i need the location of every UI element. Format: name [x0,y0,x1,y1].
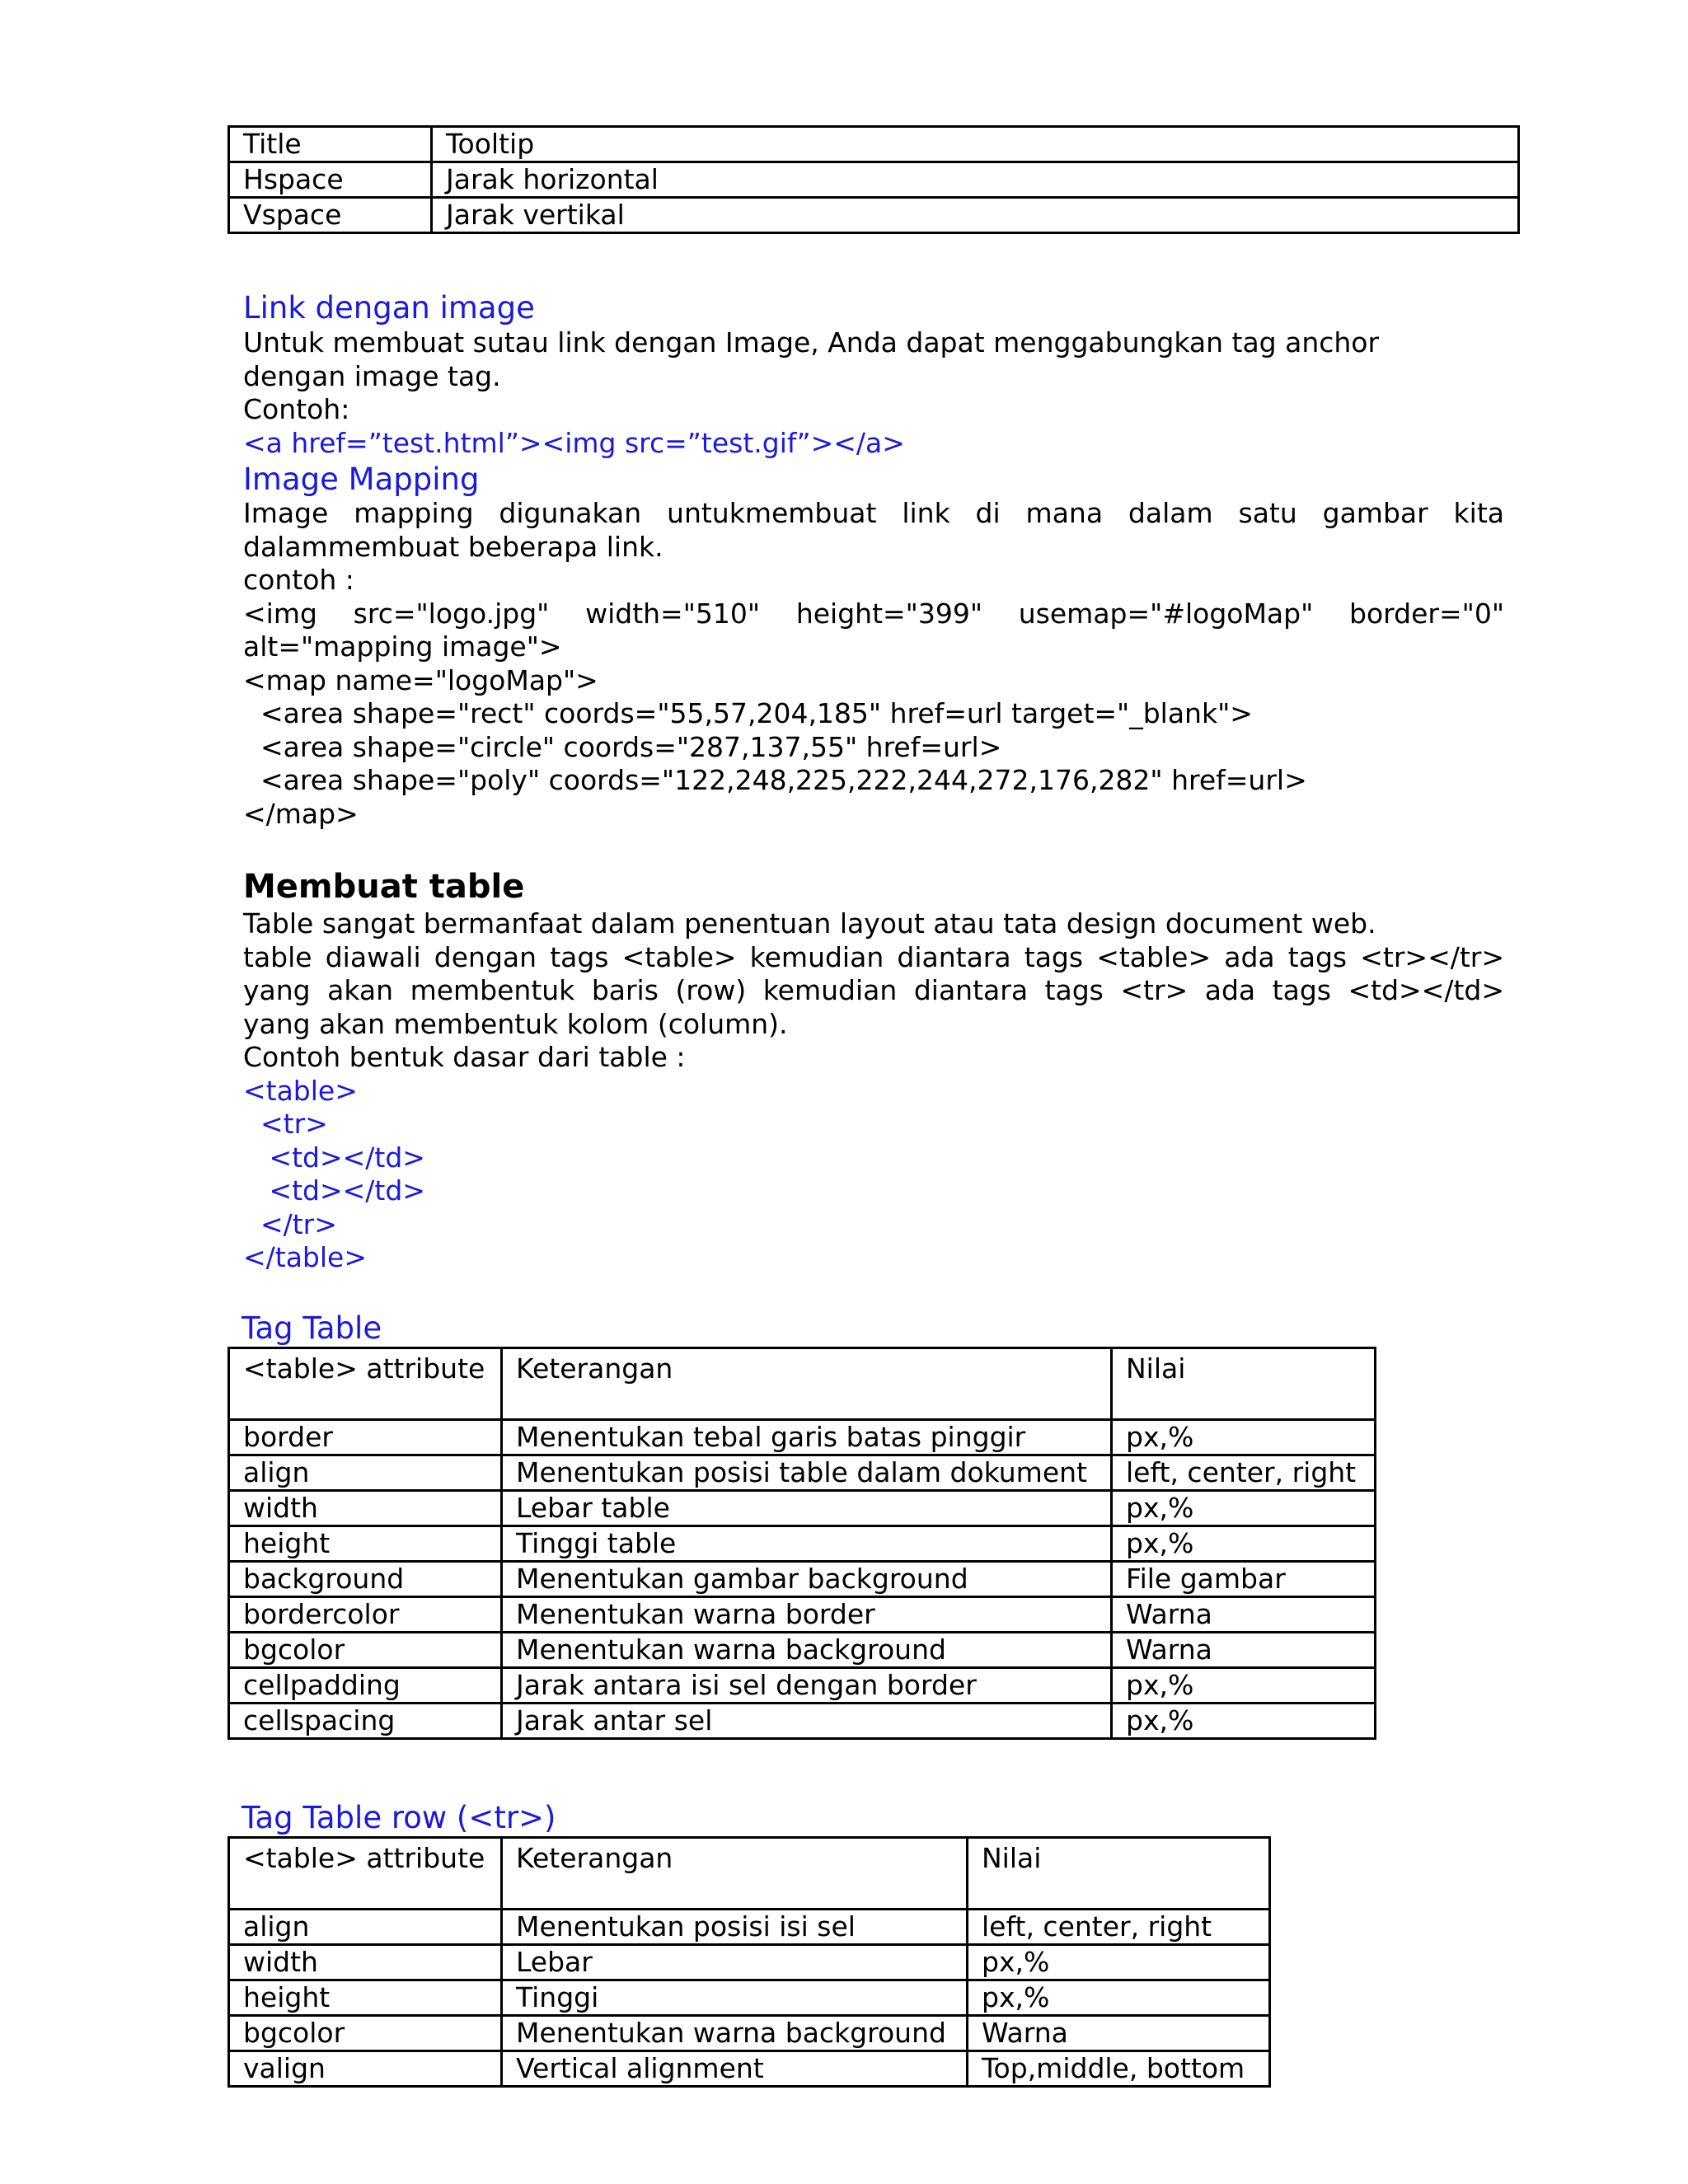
table-row [229,1980,1270,2016]
code-line: <table> [243,1074,358,1107]
paragraph-line: Image mapping digunakan untukmembuat link di mana dalam satu gambar kita [243,497,1504,529]
table-cell: Tooltip [432,127,1519,162]
table-row [229,1455,1376,1491]
table-cell: Menentukan gambar background [502,1562,1112,1597]
link-image-section [243,326,1504,460]
example-label: Contoh: [243,393,350,425]
table-cell: px,% [1112,1491,1376,1526]
image-mapping-section [243,497,1504,831]
table-cell: File gambar [1112,1562,1376,1597]
paragraph-line: Table sangat bermanfaat dalam penentuan layout atau tata design document web. [243,907,1376,940]
table-cell: px,% [1112,1704,1376,1739]
table-cell: px,% [1112,1420,1376,1455]
table-row [229,127,1519,162]
membuat-table-section [243,907,1504,1275]
table-row [229,1668,1376,1704]
column-header: Nilai [968,1838,1270,1910]
table-header-row [229,1838,1270,1910]
table-cell: bordercolor [229,1597,502,1633]
code-line: </tr> [243,1207,337,1240]
code-line: </map> [243,797,359,830]
tag-table [227,1347,1376,1740]
table-row [229,2051,1270,2087]
table-row [229,2016,1270,2051]
table-cell: Jarak vertikal [432,198,1519,233]
table-cell: Jarak horizontal [432,162,1519,198]
table-row [229,1597,1376,1633]
table-cell: border [229,1420,502,1455]
table-cell: Lebar table [502,1491,1112,1526]
table-cell: px,% [968,1980,1270,2016]
image-attribute-table [227,125,1520,234]
table-cell: px,% [1112,1668,1376,1704]
table-cell: cellspacing [229,1704,502,1739]
table-cell: height [229,1980,502,2016]
table-cell: px,% [968,1945,1270,1980]
table-row [229,1704,1376,1739]
example-label: contoh : [243,564,354,596]
table-cell: valign [229,2051,502,2087]
table-row [229,1945,1270,1980]
membuat-table-heading: Membuat table [243,868,525,906]
column-header: <table> attribute [229,1348,502,1420]
table-cell: cellpadding [229,1668,502,1704]
image-mapping-heading: Image Mapping [243,462,480,497]
paragraph-line: yang akan membentuk kolom (column). [243,1007,788,1040]
column-header: Keterangan [502,1348,1112,1420]
table-cell: Vspace [229,198,432,233]
link-image-heading: Link dengan image [243,290,535,326]
table-cell: Lebar [502,1945,968,1980]
table-cell: height [229,1526,502,1562]
table-cell: bgcolor [229,2016,502,2051]
table-cell: Menentukan warna border [502,1597,1112,1633]
column-header: Keterangan [502,1838,968,1910]
tag-table-row-table [227,1836,1271,2088]
column-header: Nilai [1112,1348,1376,1420]
table-cell: Menentukan warna background [502,2016,968,2051]
table-cell: left, center, right [968,1910,1270,1945]
table-row [229,1420,1376,1455]
table-cell: px,% [1112,1526,1376,1562]
paragraph-line: dalammembuat beberapa link. [243,530,663,563]
code-line: <a href=”test.html”><img src=”test.gif”></a> [243,426,905,459]
table-cell: Tinggi table [502,1526,1112,1562]
code-line: <map name="logoMap"> [243,663,598,696]
table-cell: width [229,1491,502,1526]
table-cell: align [229,1910,502,1945]
table-cell: left, center, right [1112,1455,1376,1491]
table-cell: Hspace [229,162,432,198]
table-cell: Top,middle, bottom [968,2051,1270,2087]
code-line: <area shape="poly" coords="122,248,225,222,244,272,176,282" href=url> [243,764,1307,796]
table-cell: background [229,1562,502,1597]
table-cell: Menentukan posisi table dalam dokument [502,1455,1112,1491]
table-row [229,1491,1376,1526]
code-line: </table> [243,1241,367,1273]
table-cell: bgcolor [229,1633,502,1668]
table-cell: Menentukan warna background [502,1633,1112,1668]
table-cell: Menentukan tebal garis batas pinggir [502,1420,1112,1455]
code-line: <area shape="rect" coords="55,57,204,185" href=url target="_blank"> [243,697,1253,729]
table-cell: Warna [968,2016,1270,2051]
code-line: alt="mapping image"> [243,630,562,663]
paragraph-line: Untuk membuat sutau link dengan Image, Anda dapat menggabungkan tag anchor [243,326,1380,359]
table-cell: Warna [1112,1633,1376,1668]
table-cell: align [229,1455,502,1491]
table-cell: Menentukan posisi isi sel [502,1910,968,1945]
paragraph-line: Contoh bentuk dasar dari table : [243,1041,686,1073]
code-line: <tr> [243,1108,328,1140]
tag-table-row-heading: Tag Table row (<tr>) [241,1800,556,1835]
paragraph-line: yang akan membentuk baris (row) kemudian diantara tags <tr> ada tags <td></td> [243,974,1504,1006]
table-header-row [229,1348,1376,1420]
paragraph-line: table diawali dengan tags <table> kemudian diantara tags <table> ada tags <tr></tr> [243,940,1504,973]
table-cell: Warna [1112,1597,1376,1633]
table-cell: Title [229,127,432,162]
code-line: <td></td> [243,1174,425,1207]
code-line: <area shape="circle" coords="287,137,55" href=url> [243,730,1002,763]
table-cell: width [229,1945,502,1980]
table-row [229,1562,1376,1597]
table-row [229,198,1519,233]
table-cell: Jarak antar sel [502,1704,1112,1739]
table-row [229,1910,1270,1945]
code-line: <img src="logo.jpg" width="510" height="399" usemap="#logoMap" border="0" [243,597,1504,630]
table-row [229,1526,1376,1562]
table-cell: Vertical alignment [502,2051,968,2087]
table-cell: Tinggi [502,1980,968,2016]
tag-table-heading: Tag Table [241,1310,382,1346]
table-row [229,1633,1376,1668]
table-row [229,162,1519,198]
code-line: <td></td> [243,1141,425,1174]
column-header: <table> attribute [229,1838,502,1910]
table-cell: Jarak antara isi sel dengan border [502,1668,1112,1704]
paragraph-line: dengan image tag. [243,359,501,392]
